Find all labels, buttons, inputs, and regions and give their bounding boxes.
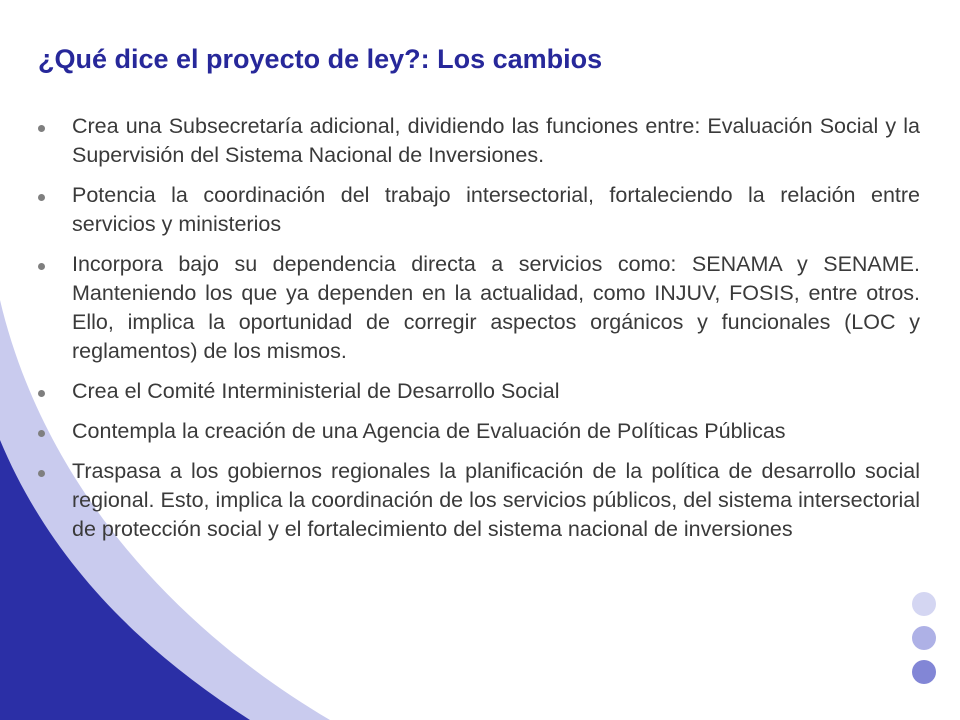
decorative-dot-light <box>912 592 936 616</box>
slide-title: ¿Qué dice el proyecto de ley?: Los cambios <box>38 44 603 74</box>
bullet-marker <box>38 263 45 270</box>
bullet-marker <box>38 390 45 397</box>
bullet-item <box>36 181 920 239</box>
bullet-item <box>36 417 920 446</box>
bullet-marker <box>38 194 45 201</box>
bullet-list <box>36 112 920 555</box>
bullet-item <box>36 457 920 544</box>
bullet-item <box>36 250 920 366</box>
bullet-text: Contempla la creación de una Agencia de Evaluación de Políticas Públicas <box>72 419 786 443</box>
bullet-item <box>36 112 920 170</box>
bullet-text: Traspasa a los gobiernos regionales la planificación de la política de desarrollo social regional. Esto, implica la coordinación de los servicios públicos, del sistema intersectorial de protección social y el fortalecimiento del sistema nacional de inversiones <box>72 459 920 541</box>
bullet-marker <box>38 430 45 437</box>
bullet-marker <box>38 125 45 132</box>
bullet-text: Potencia la coordinación del trabajo intersectorial, fortaleciendo la relación entre servicios y ministerios <box>72 183 920 236</box>
bullet-text: Crea una Subsecretaría adicional, dividiendo las funciones entre: Evaluación Social y la Supervisión del Sistema Nacional de Inversiones. <box>72 114 920 167</box>
bullet-text: Incorpora bajo su dependencia directa a servicios como: SENAMA y SENAME. Manteniendo los que ya dependen en la actualidad, como INJUV, FOSIS, entre otros. Ello, implica la oportunidad de corregir aspectos orgánicos y funcionales (LOC y reglamentos) de los mismos. <box>72 252 920 363</box>
bullet-marker <box>38 470 45 477</box>
decorative-dot-dark <box>912 660 936 684</box>
bullet-item <box>36 377 920 406</box>
bullet-text: Crea el Comité Interministerial de Desarrollo Social <box>72 379 560 403</box>
decorative-dot-mid <box>912 626 936 650</box>
